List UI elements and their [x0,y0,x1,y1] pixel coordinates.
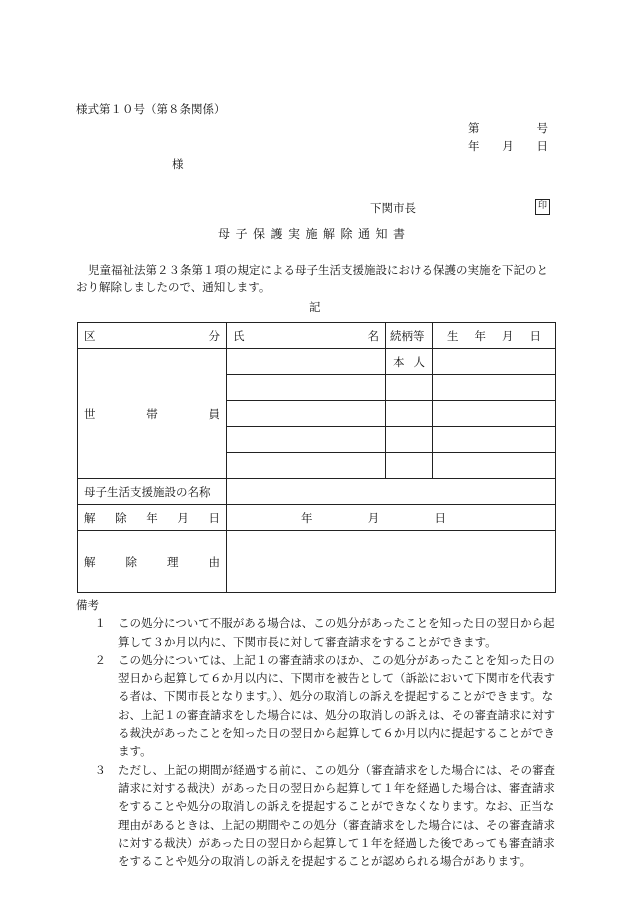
household-table [77,322,556,593]
note-item: １ この処分について不服がある場合は、この処分があったことを知った日の翌日から起算して３か月以内に、下関市長に対して審査請求をすることができます。 [94,616,555,649]
document-title: 母子保護実施解除通知書 [218,227,411,241]
household-label: 世 帯 員 [78,349,227,479]
member-birth-cell[interactable] [433,401,556,427]
date-day: 日 [536,139,548,153]
member-relation-cell[interactable] [386,427,433,453]
doc-number-suffix: 号 [536,121,548,135]
document-number [468,120,548,136]
member-name-cell[interactable] [227,401,386,427]
member-relation-cell[interactable] [386,375,433,401]
release-reason-value[interactable] [227,531,556,593]
header-division: 区 分 [78,323,227,349]
facility-label: 母子生活支援施設の名称 [78,479,227,505]
relation-self: 本 人 [386,349,433,375]
member-birth-cell[interactable] [433,427,556,453]
member-relation-cell[interactable] [386,453,433,479]
release-date-value[interactable]: 年 月 日 [227,505,556,531]
form-number: 様式第１０号（第８条関係） [76,102,226,116]
member-relation-cell[interactable] [386,401,433,427]
member-name-cell[interactable] [227,349,386,375]
addressee-suffix: 様 [172,157,184,171]
header-name: 氏 名 [227,323,386,349]
member-name-cell[interactable] [227,375,386,401]
doc-number-prefix: 第 [468,121,480,135]
facility-value[interactable] [227,479,556,505]
issuer: 下関市長 [370,201,416,215]
member-birth-cell[interactable] [433,375,556,401]
header-relation: 続柄等 [386,323,433,349]
note-item: ３ ただし、上記の期間が経過する前に、この処分（審査請求をした場合には、その審査請求に対する裁決）があった日の翌日から起算して１年を経過した場合は、審査請求をすることや処分の取消しの訴えを提起することができなくなります。なお、正当な理由があるときは、上記の期間やこの処分（審査請求をした場合には、その審査請求に対する裁決）があった日の翌日から起算して１年を経過した後であっても審査請求をすることや処分の取消しの訴えを提起することが認められる場合があります。 [94,762,555,869]
issue-date [468,138,548,154]
intro-paragraph: 児童福祉法第２３条第１項の規定による母子生活支援施設における保護の実施を下記のとおり解除しましたので、通知します。 [76,263,548,294]
date-year: 年 [468,139,480,153]
release-date-label: 解 除 年 月 日 [78,505,227,531]
seal-stamp: 印 [535,199,550,215]
member-birth-cell[interactable] [433,349,556,375]
member-name-cell[interactable] [227,453,386,479]
member-birth-cell[interactable] [433,453,556,479]
ki-heading: 記 [309,300,321,314]
member-name-cell[interactable] [227,427,386,453]
release-reason-label: 解 除 理 由 [78,531,227,593]
note-item: ２ この処分については、上記１の審査請求のほか、この処分があったことを知った日の翌日から起算して６か月以内に、下関市を被告として（訴訟において下関市を代表する者は、下関市長となります。）、処分の取消しの訴えを提起することができます。なお、上記１の審査請求をした場合には、処分の取消しの訴えは、その審査請求に対する裁決があったことを知った日の翌日から起算して６か月以内に提起することができます。 [94,652,555,759]
notes-title: 備考 [76,598,99,612]
header-birthdate: 生 年 月 日 [433,323,556,349]
date-month: 月 [502,139,514,153]
notes-section [76,596,556,870]
